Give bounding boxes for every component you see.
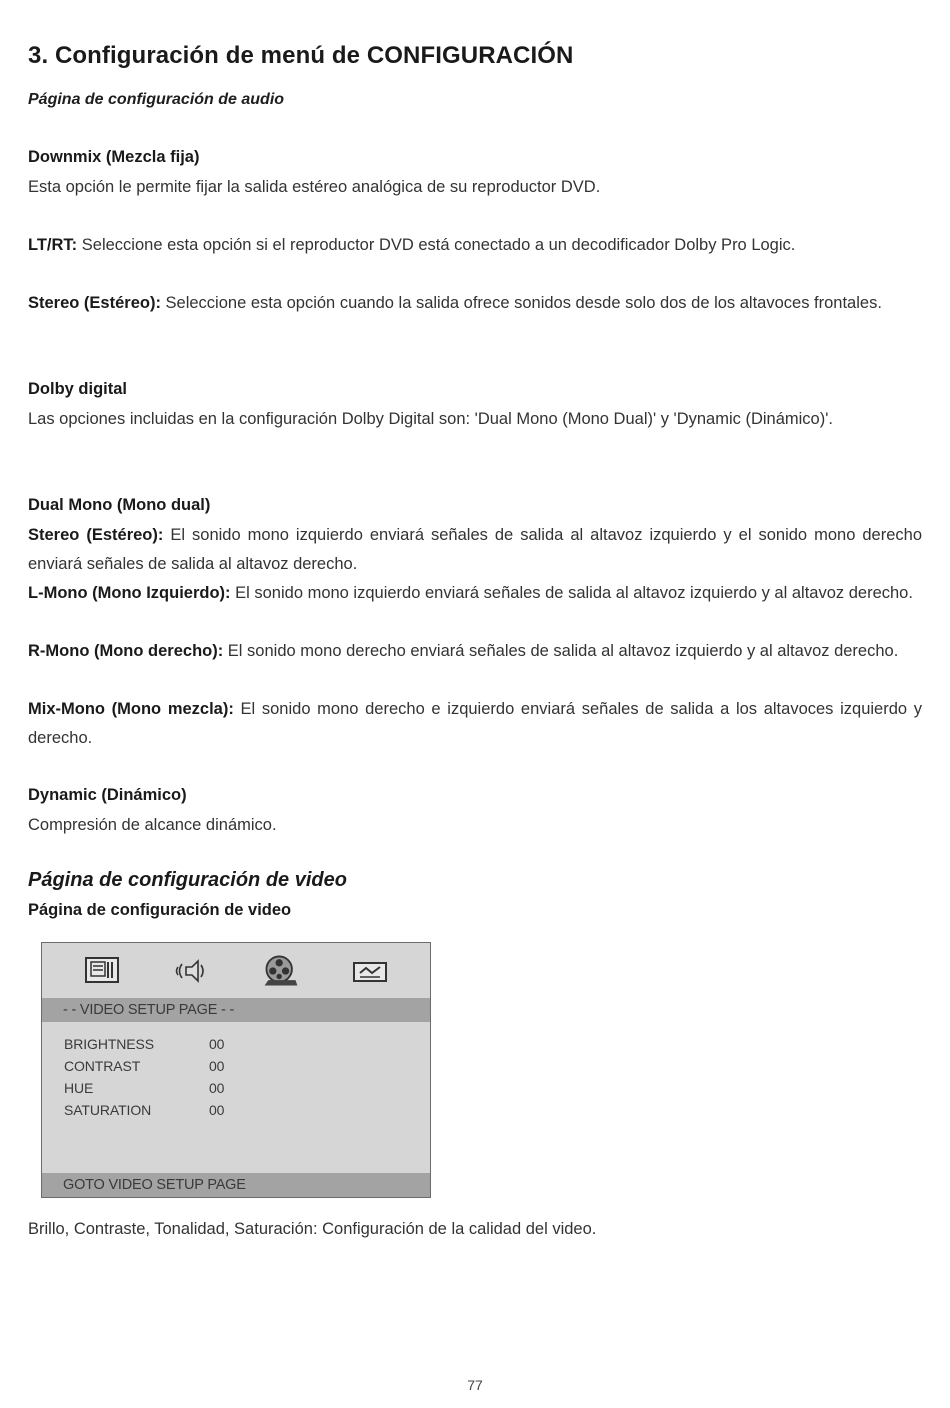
video-caption: Brillo, Contraste, Tonalidad, Saturación: Configuración de la calidad del video.	[28, 1220, 597, 1238]
dolby-heading: Dolby digital	[28, 380, 127, 398]
dolby-text: Las opciones incluidas en la configuración Dolby Digital son: 'Dual Mono (Mono Dual)' y 'Dynamic (Dinámico)'.	[28, 410, 833, 428]
osd-setting-label: HUE	[64, 1080, 94, 1096]
dual-mono-item	[28, 637, 922, 666]
osd-setting-row[interactable]	[64, 1033, 224, 1055]
downmix-heading: Downmix (Mezcla fija)	[28, 148, 200, 166]
osd-icon-bar	[42, 943, 430, 998]
dual-mono-item-label: Stereo (Estéreo):	[28, 526, 164, 544]
osd-footer: GOTO VIDEO SETUP PAGE	[42, 1173, 430, 1197]
dual-mono-item-label: R-Mono (Mono derecho):	[28, 642, 224, 660]
video-page-label: Página de configuración de video	[28, 901, 292, 919]
osd-settings-list	[64, 1033, 224, 1121]
osd-header: - - VIDEO SETUP PAGE - -	[42, 998, 430, 1022]
audio-setup-icon[interactable]	[172, 953, 212, 989]
general-setup-icon[interactable]	[83, 953, 123, 989]
dual-mono-item	[28, 579, 922, 608]
osd-setting-label: CONTRAST	[64, 1058, 141, 1074]
osd-setting-value: 00	[209, 1080, 225, 1096]
stereo-text: Seleccione esta opción cuando la salida ofrece sonidos desde solo dos de los altavoces frontales.	[160, 294, 882, 312]
osd-setting-label: BRIGHTNESS	[64, 1036, 155, 1052]
dual-mono-item-text: El sonido mono derecho enviará señales de salida al altavoz izquierdo y al altavoz derecho.	[223, 642, 899, 660]
osd-setting-value: 00	[209, 1058, 225, 1074]
dual-mono-item-text: El sonido mono derecho e izquierdo enviará señales de salida a los altavoces izquierdo y derecho.	[28, 700, 922, 747]
osd-setting-value: 00	[209, 1102, 225, 1118]
page-title: 3. Configuración de menú de CONFIGURACIÓN	[28, 42, 574, 69]
downmix-text: Esta opción le permite fijar la salida estéreo analógica de su reproductor DVD.	[28, 178, 601, 196]
preference-icon[interactable]	[350, 953, 390, 989]
ltrt-text: Seleccione esta opción si el reproductor DVD está conectado a un decodificador Dolby Pro Logic.	[77, 236, 796, 254]
audio-page-label: Página de configuración de audio	[28, 91, 285, 108]
dynamic-heading: Dynamic (Dinámico)	[28, 786, 187, 804]
video-setup-icon[interactable]	[261, 953, 301, 989]
stereo-label: Stereo (Estéreo):	[28, 294, 161, 312]
stereo-paragraph	[28, 289, 922, 318]
dual-mono-item-text: El sonido mono izquierdo enviará señales de salida al altavoz izquierdo y el sonido mono derecho enviará señales de salida al altavoz derecho.	[28, 526, 922, 573]
osd-setting-row[interactable]	[64, 1055, 224, 1077]
dual-mono-item-label: L-Mono (Mono Izquierdo):	[28, 584, 231, 602]
video-section-title: Página de configuración de video	[28, 869, 347, 891]
dual-mono-item	[28, 521, 922, 579]
dual-mono-item-text: El sonido mono izquierdo enviará señales de salida al altavoz izquierdo y al altavoz derecho.	[230, 584, 913, 602]
dual-mono-item	[28, 695, 922, 753]
osd-setting-row[interactable]	[64, 1077, 224, 1099]
osd-setting-row[interactable]	[64, 1099, 224, 1121]
page-number: 77	[467, 1377, 483, 1393]
ltrt-label: LT/RT:	[28, 236, 78, 254]
ltrt-paragraph	[28, 231, 922, 260]
video-setup-screen	[41, 942, 431, 1198]
osd-setting-label: SATURATION	[64, 1102, 152, 1118]
dual-mono-heading: Dual Mono (Mono dual)	[28, 496, 211, 514]
osd-setting-value: 00	[209, 1036, 225, 1052]
dual-mono-item-label: Mix-Mono (Mono mezcla):	[28, 700, 234, 718]
dynamic-text: Compresión de alcance dinámico.	[28, 816, 277, 834]
